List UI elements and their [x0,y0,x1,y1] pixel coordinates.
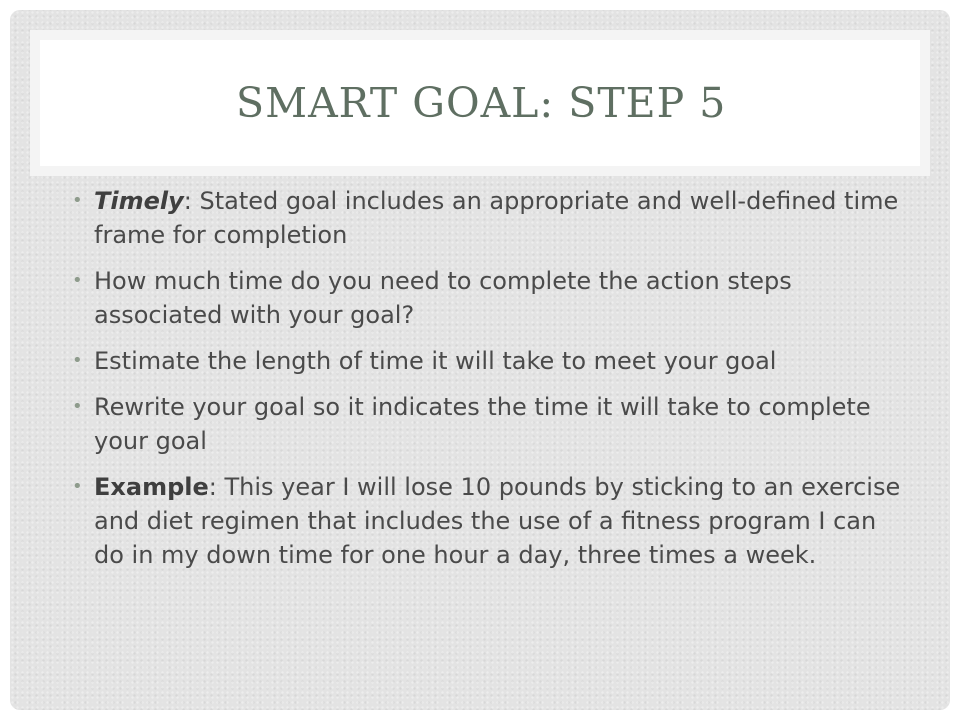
bullet-item-rewrite [66,390,912,458]
bullet-marker-icon: • [72,350,83,371]
bullet-text: : This year I will lose 10 pounds by sticking to an exercise and diet regimen that includes the use of a fitness program I can do in my down time for one hour a day, three times a week. [94,473,901,569]
bullet-marker-icon: • [72,190,83,211]
bullet-text: How much time do you need to complete the action steps associated with your goal? [94,267,792,329]
bullet-marker-icon: • [72,270,83,291]
slide-title: SMART GOAL: STEP 5 [236,79,727,127]
bullet-marker-icon: • [72,396,83,417]
bullet-list [66,184,912,584]
bullet-item-time-needed [66,264,912,332]
bullet-item-example [66,470,912,572]
bullet-item-estimate [66,344,912,378]
title-box [40,40,920,166]
title-frame [30,30,930,176]
bullet-text: Estimate the length of time it will take to meet your goal [94,347,777,375]
bullet-text: Rewrite your goal so it indicates the time it will take to complete your goal [94,393,871,455]
bullet-marker-icon: • [72,476,83,497]
bullet-item-timely [66,184,912,252]
bullet-text: : Stated goal includes an appropriate and well-defined time frame for completion [94,187,899,249]
bullet-term: Example [94,473,209,501]
bullet-term: Timely [94,187,184,215]
